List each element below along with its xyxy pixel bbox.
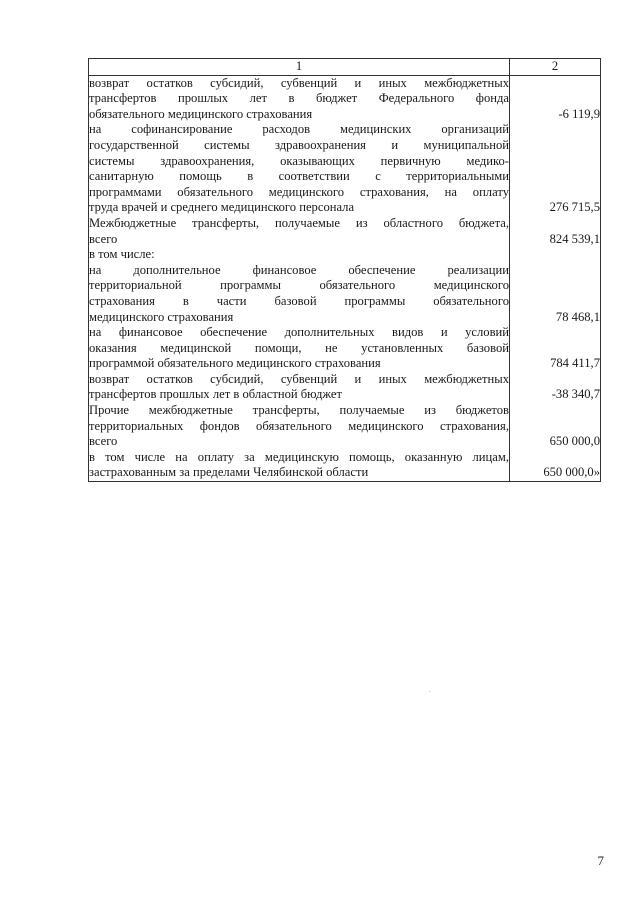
row-description [89, 122, 510, 216]
row-description [89, 450, 510, 482]
table-row [89, 450, 601, 482]
row-description [89, 263, 510, 325]
row-amount: 276 715,5 [510, 122, 601, 216]
description-line: государственной системы здравоохранения и муниципальной [89, 137, 509, 152]
row-description [89, 403, 510, 450]
description-line: обязательного медицинского страхования [89, 106, 313, 121]
description-line: в том числе: [89, 247, 155, 262]
table-row [89, 75, 601, 122]
row-amount: 650 000,0» [510, 450, 601, 482]
description-line: Межбюджетные трансферты, получаемые из областного бюджета, [89, 215, 509, 230]
description-line: территориальных фондов обязательного медицинского страхования, [89, 418, 509, 433]
row-amount: 784 411,7 [510, 325, 601, 372]
description-line: возврат остатков субсидий, субвенций и иных межбюджетных [89, 371, 509, 386]
description-line: трансфертов прошлых лет в областной бюджет [89, 387, 342, 402]
table-header-row [89, 59, 601, 76]
row-amount: -6 119,9 [510, 75, 601, 122]
row-description [89, 216, 510, 247]
table-row [89, 372, 601, 403]
budget-table [88, 58, 601, 482]
table-row [89, 122, 601, 216]
row-amount: -38 340,7 [510, 372, 601, 403]
description-line: трансфертов прошлых лет в бюджет Федерального фонда [89, 91, 509, 106]
description-line: на софинансирование расходов медицинских организаций [89, 122, 509, 137]
description-line: труда врачей и среднего медицинского персонала [89, 200, 355, 215]
description-line: возврат остатков субсидий, субвенций и иных межбюджетных [89, 75, 509, 90]
column-header-1: 1 [89, 59, 510, 76]
table-row [89, 325, 601, 372]
page-number: 7 [597, 853, 604, 868]
row-amount: 78 468,1 [510, 263, 601, 325]
row-amount [510, 247, 601, 263]
table-row [89, 247, 601, 263]
row-amount: 650 000,0 [510, 403, 601, 450]
row-amount: 824 539,1 [510, 216, 601, 247]
description-line: страхования в части базовой программы обязательного [89, 293, 509, 308]
column-header-2: 2 [510, 59, 601, 76]
row-description [89, 75, 510, 122]
description-line: застрахованным за пределами Челябинской области [89, 465, 369, 480]
description-line: территориальной программы обязательного медицинского [89, 278, 509, 293]
description-line: медицинского страхования [89, 309, 234, 324]
table-row [89, 216, 601, 247]
description-line: программами обязательного медицинского страхования, на оплату [89, 184, 509, 199]
description-line: санитарную помощь в соответствии с территориальными [89, 169, 509, 184]
description-line: всего [89, 231, 118, 246]
row-description [89, 247, 510, 263]
row-description [89, 325, 510, 372]
description-line: программой обязательного медицинского страхования [89, 356, 381, 371]
description-line: в том числе на оплату за медицинскую помощь, оказанную лицам, [89, 449, 509, 464]
description-line: Прочие межбюджетные трансферты, получаемые из бюджетов [89, 403, 509, 418]
scan-speck [429, 691, 430, 692]
table-body [89, 75, 601, 481]
description-line: системы здравоохранения, оказывающих первичную медико- [89, 153, 509, 168]
description-line: на финансовое обеспечение дополнительных видов и условий [89, 325, 509, 340]
description-line: всего [89, 434, 118, 449]
table-row [89, 403, 601, 450]
row-description [89, 372, 510, 403]
description-line: оказания медицинской помощи, не установленных базовой [89, 340, 509, 355]
table-row [89, 263, 601, 325]
description-line: на дополнительное финансовое обеспечение реализации [89, 262, 509, 277]
